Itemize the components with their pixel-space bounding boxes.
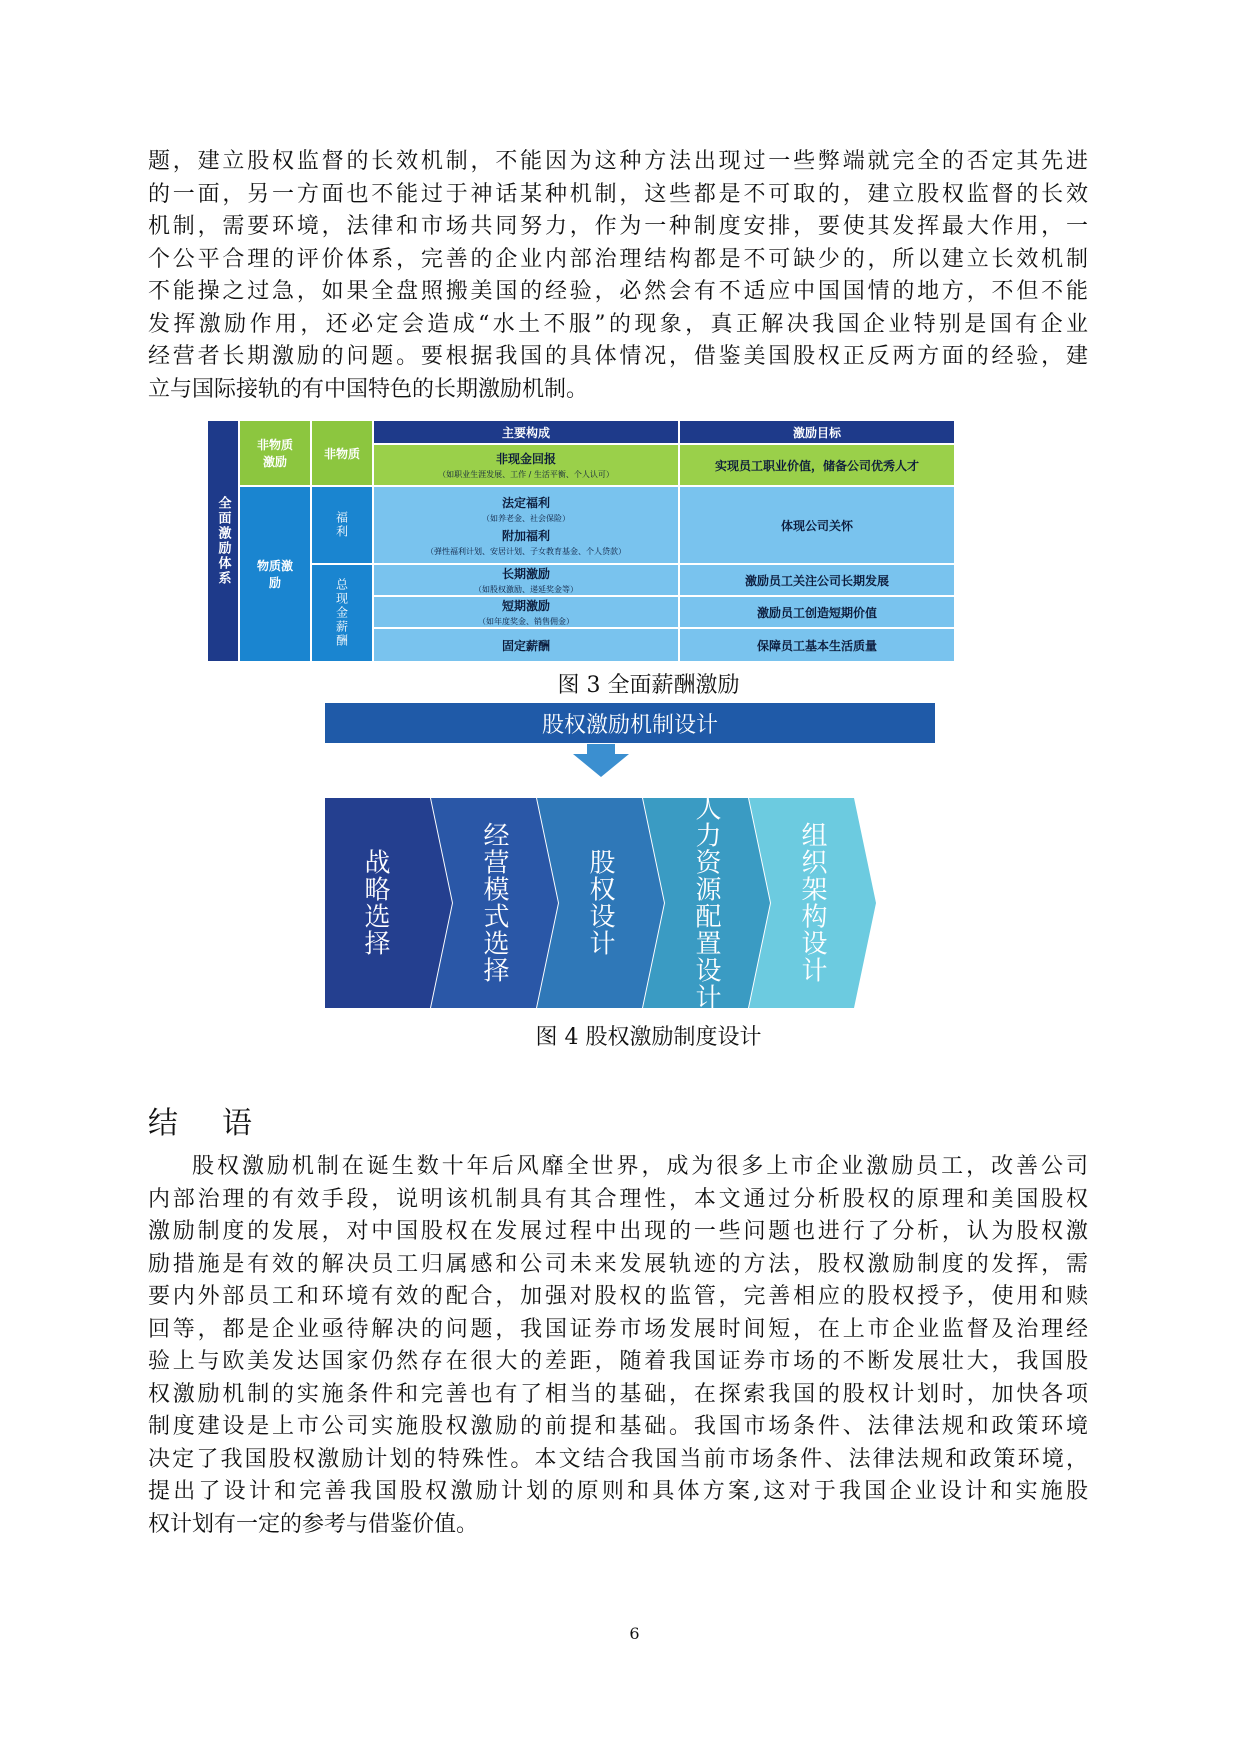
- row-noncash: [374, 445, 678, 485]
- figure-4-equity-design: [325, 703, 956, 1014]
- paragraph-line: 不能操之过急，如果全盘照搬美国的经验，必然会有不适应中国国情的地方，不但不能: [148, 279, 1088, 304]
- row-note: （如养老金、社会保险）: [482, 513, 570, 523]
- section-heading: [148, 1098, 252, 1142]
- paragraph-line: 发挥激励作用，还必定会造成“水土不服”的现象，真正解决我国企业特别是国有企业: [148, 311, 1088, 337]
- body-paragraph-2: [148, 1151, 1088, 1541]
- row-title: 固定薪酬: [501, 638, 550, 653]
- welfare-label: 福利: [334, 511, 349, 539]
- row-note-2: （弹性福利计划、安居计划、子女教育基金、个人贷款）: [426, 546, 626, 556]
- header-composition-text: 主要构成: [501, 425, 550, 440]
- header-goal-text: 激励目标: [792, 425, 841, 440]
- row-title: 非现金回报: [495, 452, 556, 466]
- figure-4-chevrons: [325, 703, 956, 1014]
- chevron-step-label: 股权设计: [589, 848, 616, 960]
- row-welfare: [374, 487, 678, 563]
- paragraph-line: 权激励机制的实施条件和完善也有了相当的基础，在探索我国的股权计划时，加快各项: [148, 1381, 1088, 1407]
- paragraph-line: 要内外部员工和环境有效的配合，加强对股权的监管，完善相应的股权授予，使用和赎: [148, 1284, 1088, 1309]
- row-goal: 保障员工基本生活质量: [756, 638, 877, 653]
- goal-welfare: [680, 487, 954, 563]
- paragraph-line: 机制，需要环境，法律和市场共同努力，作为一种制度安排，要使其发挥最大作用，一: [148, 214, 1088, 239]
- row-goal: 激励员工关注公司长期发展: [744, 573, 889, 588]
- goal-fixed: [680, 629, 954, 661]
- paragraph-line: 权计划有一定的参考与借鉴价值。: [148, 1511, 479, 1537]
- paragraph-line: 决定了我国股权激励计划的特殊性。本文结合我国当前市场条件、法律法规和政策环境，: [148, 1446, 1088, 1472]
- row-note: （如年度奖金、销售佣金）: [478, 617, 574, 626]
- paragraph-line: 制度建设是上市公司实施股权激励的前提和基础。我国市场条件、法律法规和政策环境: [148, 1414, 1088, 1439]
- figure-3-compensation-table: [208, 421, 954, 661]
- heading-char: 结: [148, 1106, 178, 1141]
- nonmaterial-sub-label: 非物质: [323, 446, 360, 461]
- goal-long-term: [680, 565, 954, 595]
- row-goal: 激励员工创造短期价值: [756, 605, 877, 620]
- row-short-term: [374, 597, 678, 627]
- paragraph-line: 经营者长期激励的问题。要根据我国的具体情况，借鉴美国股权正反两方面的经验，建: [148, 344, 1088, 369]
- row-title: 短期激励: [501, 599, 550, 613]
- paragraph-line: 股权激励机制在诞生数十年后风靡全世界，成为很多上市企业激励员工，改善公司: [192, 1154, 1088, 1179]
- goal-short-term: [680, 597, 954, 627]
- row-long-term: [374, 565, 678, 595]
- material-label: 物质激励: [256, 559, 293, 590]
- paragraph-line: 内部治理的有效手段，说明该机制具有其合理性，本文通过分析股权的原理和美国股权: [148, 1186, 1088, 1212]
- paragraph-line: 激励制度的发展，对中国股权在发展过程中出现的一些问题也进行了分析，认为股权激: [148, 1219, 1088, 1244]
- system-label-cell: [208, 421, 238, 661]
- row-note: （如股权激励、递延奖金等）: [474, 585, 578, 594]
- material-label-cell: [240, 487, 310, 661]
- paragraph-line: 立与国际接轨的有中国特色的长期激励机制。: [148, 376, 589, 402]
- nonmaterial-label-cell: [240, 421, 310, 485]
- paragraph-line: 的一面，另一方面也不能过于神话某种机制，这些都是不可取的，建立股权监督的长效: [148, 181, 1088, 207]
- heading-char: 语: [222, 1106, 252, 1141]
- header-composition: [374, 421, 678, 443]
- figure-4-caption: 图 4 股权激励制度设计: [535, 1025, 762, 1050]
- row-goal: 实现员工职业价值，储备公司优秀人才: [714, 458, 919, 473]
- row-title-2: 附加福利: [501, 528, 550, 543]
- paragraph-line: 题，建立股权监督的长效机制，不能因为这种方法出现过一些弊端就完全的否定其先进: [148, 149, 1088, 174]
- chevron-step-label: 经营模式选择: [483, 821, 510, 987]
- nonmaterial-label: 非物质激励: [256, 438, 293, 469]
- figure-4-banner: 股权激励机制设计: [325, 703, 935, 743]
- total-cash-label: 总现金薪酬: [334, 578, 349, 648]
- row-title: 法定福利: [501, 495, 550, 510]
- chevron-step-label: 组织架构设计: [801, 821, 828, 987]
- paragraph-line: 提出了设计和完善我国股权激励计划的原则和具体方案,这对于我国企业设计和实施股: [148, 1479, 1088, 1504]
- paragraph-line: 个公平合理的评价体系，完善的企业内部治理结构都是不可缺少的，所以建立长效机制: [148, 246, 1088, 272]
- paragraph-line: 回等，都是企业亟待解决的问题，我国证券市场发展时间短，在上市企业监督及治理经: [148, 1316, 1088, 1342]
- header-goal: [680, 421, 954, 443]
- total-cash-label-cell: [312, 565, 372, 661]
- row-title: 长期激励: [501, 567, 550, 581]
- down-arrow-icon: [573, 744, 629, 777]
- page-number: 6: [629, 1624, 640, 1643]
- body-paragraph-1: [148, 146, 1088, 406]
- figure-3-caption: 图 3 全面薪酬激励: [557, 673, 740, 698]
- row-note: （如职业生涯发展、工作 / 生活平衡、个人认可）: [438, 470, 614, 479]
- goal-noncash: [680, 445, 954, 485]
- nonmaterial-sub-cell: [312, 421, 372, 485]
- welfare-label-cell: [312, 487, 372, 563]
- row-fixed: [374, 629, 678, 661]
- chevron-step-label: 战略选择: [364, 848, 391, 960]
- system-label: 全面激励体系: [215, 496, 231, 586]
- chevron-step-label: 人力资源配置设计: [695, 794, 722, 1014]
- row-goal: 体现公司关怀: [780, 518, 853, 533]
- paragraph-line: 验上与欧美发达国家仍然存在很大的差距，随着我国证券市场的不断发展壮大，我国股: [148, 1349, 1088, 1374]
- paragraph-line: 励措施是有效的解决员工归属感和公司未来发展轨迹的方法，股权激励制度的发挥，需: [148, 1251, 1088, 1277]
